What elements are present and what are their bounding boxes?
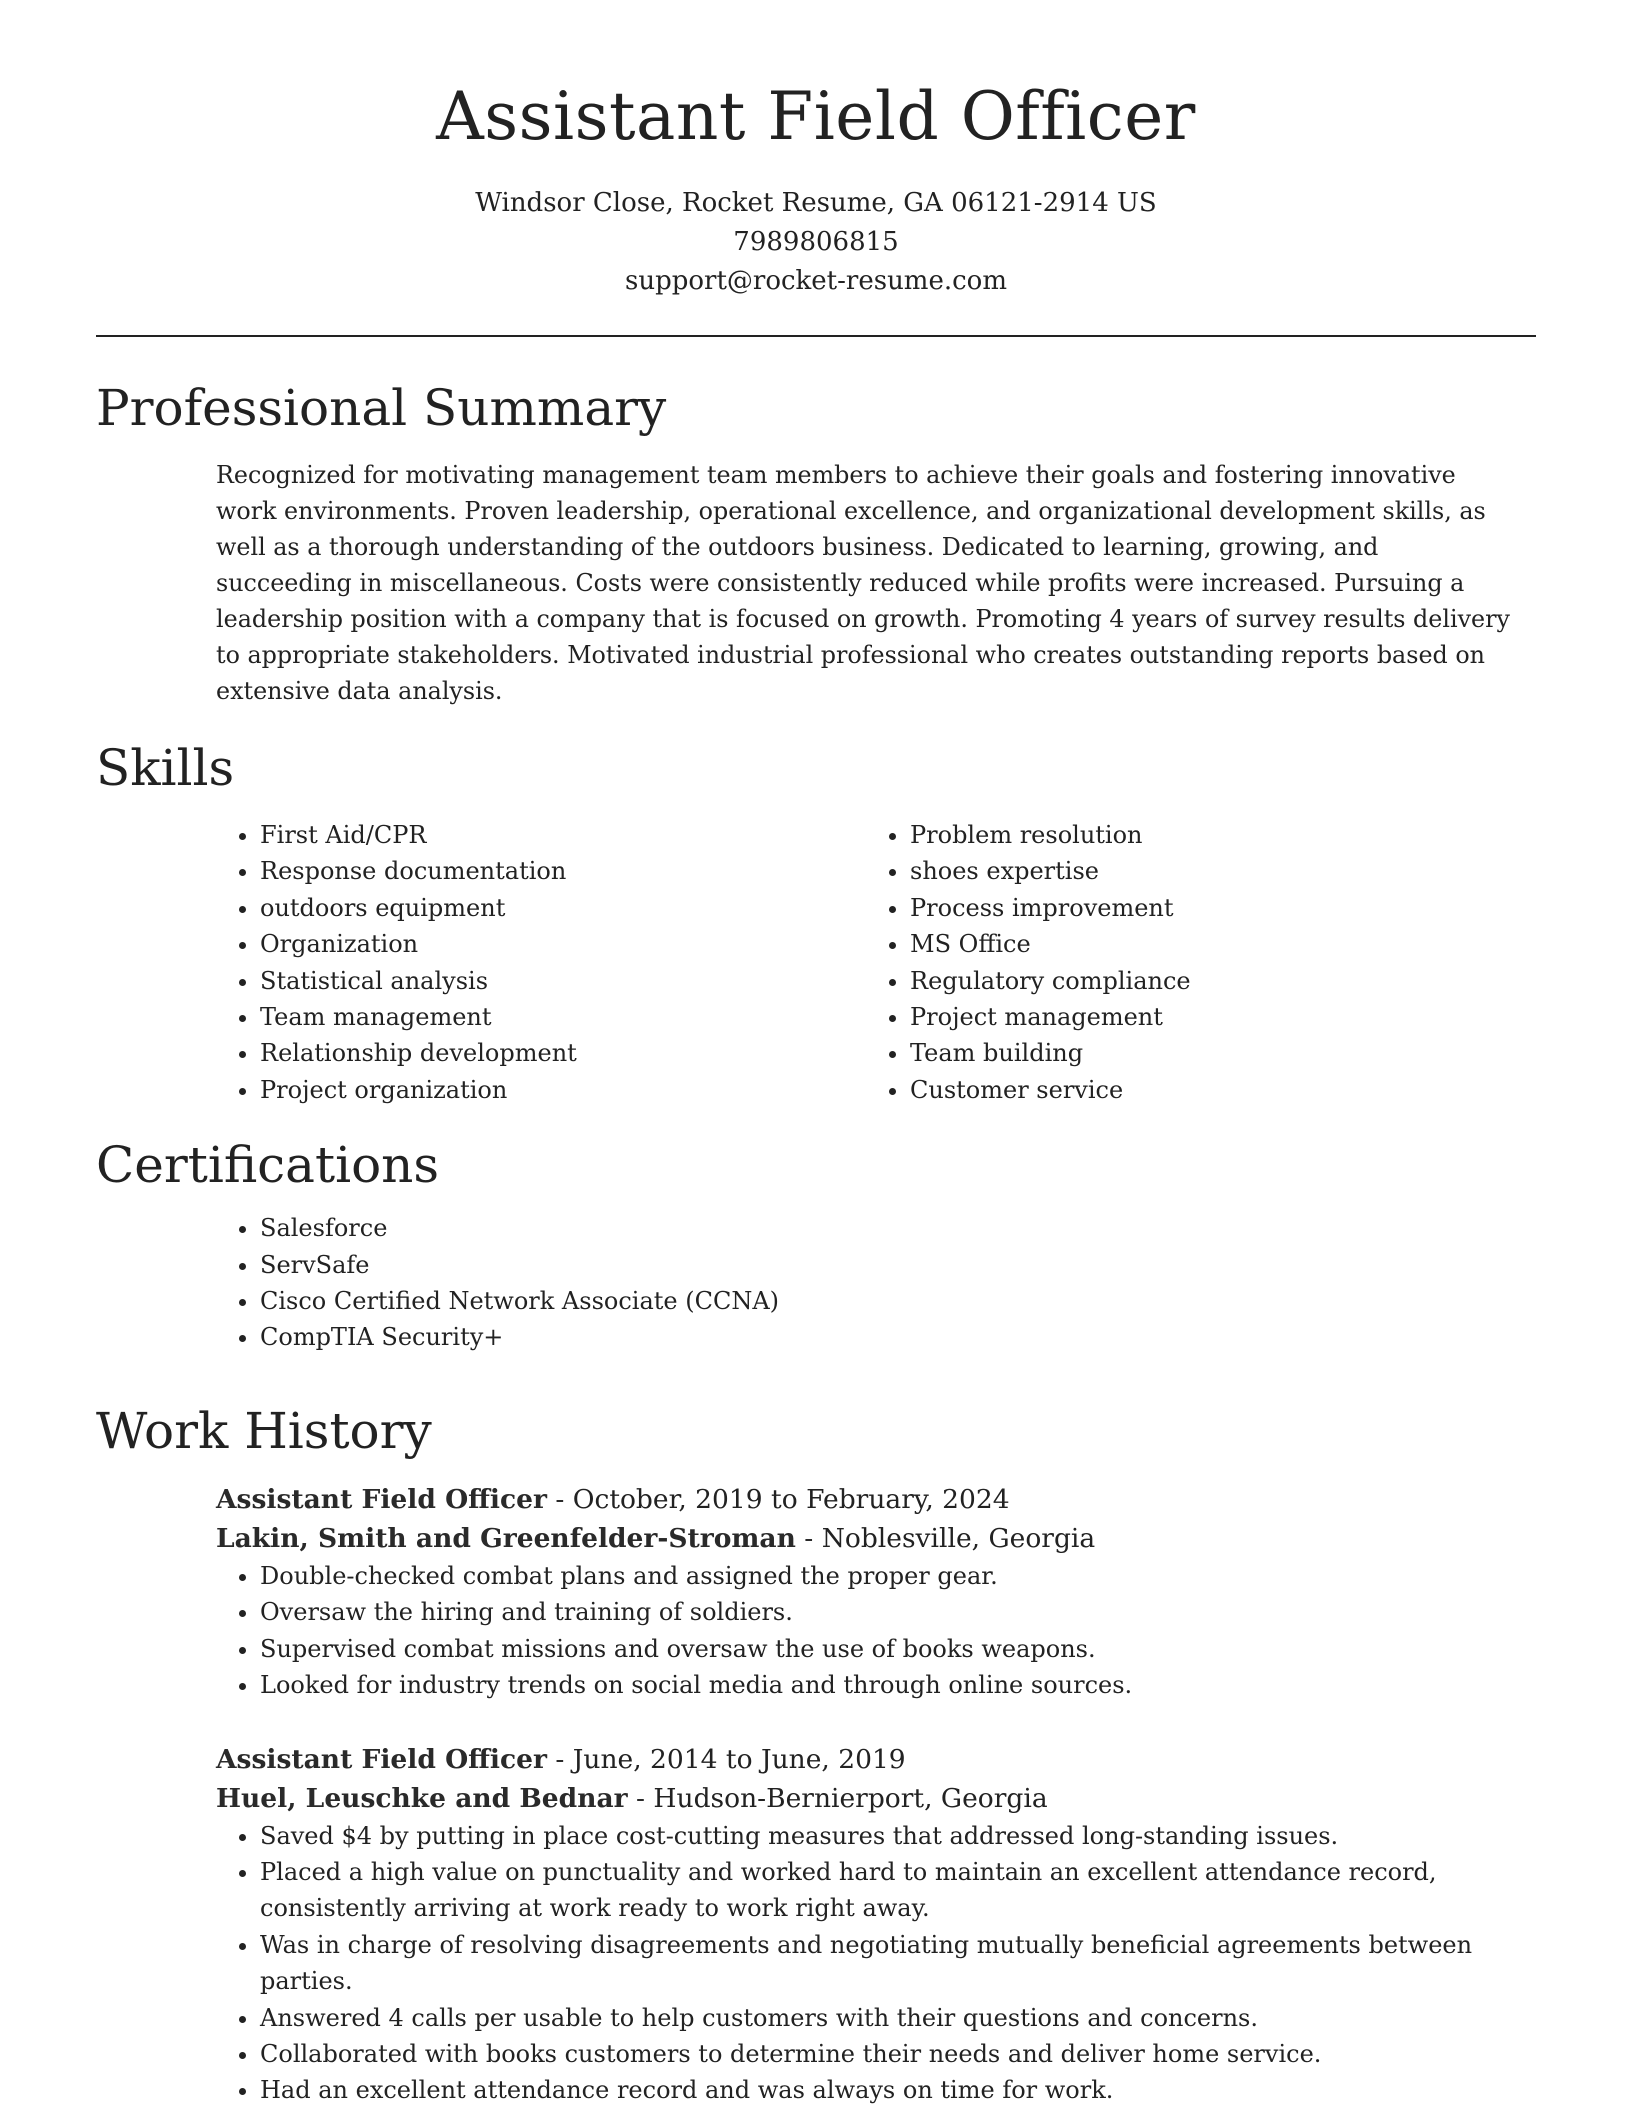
skill-item: • Relationship development [260, 1035, 866, 1071]
section-title-professional-summary: Professional Summary [96, 379, 667, 437]
skill-item: • Process improvement [910, 890, 1516, 926]
job-bullet: • Placed a high value on punctuality and worked hard to maintain an excellent attendance record, consistently arriving at work ready to work right away. [260, 1854, 1536, 1927]
job-bullet-list [216, 1818, 1536, 2109]
header-divider [96, 335, 1536, 337]
job-location: Noblesville, Georgia [821, 1522, 1096, 1554]
job-entry [216, 1480, 1536, 1704]
job-bullet: • Looked for industry trends on social media and through online sources. [260, 1667, 1536, 1703]
skill-item: • Statistical analysis [260, 963, 866, 999]
contact-phone: 7989806815 [733, 227, 899, 257]
job-title: Assistant Field Officer [216, 1483, 547, 1515]
job-separator: - [627, 1782, 654, 1814]
skills-column-right [866, 817, 1516, 1108]
skills-list-left [216, 817, 866, 1108]
certification-item: • ServSafe [260, 1247, 1536, 1283]
job-title-line [216, 1740, 1536, 1779]
resume-header [96, 78, 1536, 301]
skill-item: • Team management [260, 999, 866, 1035]
candidate-name: Assistant Field Officer [436, 78, 1196, 155]
job-company-line [216, 1779, 1536, 1818]
job-bullet: • Collaborated with books customers to determine their needs and deliver home service. [260, 2036, 1536, 2072]
certification-item: • Cisco Certified Network Associate (CCNA) [260, 1283, 1536, 1319]
contact-email: support@rocket-resume.com [624, 266, 1007, 296]
job-bullet: • Had an excellent attendance record and was always on time for work. [260, 2072, 1536, 2108]
job-bullet: • Supervised combat missions and oversaw the use of books weapons. [260, 1631, 1536, 1667]
job-title-line [216, 1480, 1536, 1519]
section-title-certifications: Certifications [96, 1136, 440, 1195]
job-company-line [216, 1519, 1536, 1558]
skill-item: • Customer service [910, 1072, 1516, 1108]
skill-item: • Project management [910, 999, 1516, 1035]
job-separator: - [546, 1483, 573, 1515]
skill-item: • Regulatory compliance [910, 963, 1516, 999]
skill-item: • Response documentation [260, 853, 866, 889]
job-dates: June, 2014 to June, 2019 [572, 1743, 906, 1775]
skills-grid [216, 817, 1536, 1108]
job-bullet: • Was in charge of resolving disagreements and negotiating mutually beneficial agreements between parties. [260, 1927, 1536, 2000]
job-entry [216, 1740, 1536, 2109]
section-title-skills: Skills [96, 739, 235, 797]
job-bullet: • Saved $4 by putting in place cost-cutting measures that addressed long-standing issues. [260, 1818, 1536, 1854]
contact-address: Windsor Close, Rocket Resume, GA 06121-2914 US [475, 188, 1157, 218]
skills-section [96, 739, 1536, 1108]
job-bullet-list [216, 1558, 1536, 1704]
certification-item: • Salesforce [260, 1210, 1536, 1246]
skill-item: • Problem resolution [910, 817, 1516, 853]
job-separator: - [795, 1522, 822, 1554]
job-bullet: • Oversaw the hiring and training of soldiers. [260, 1594, 1536, 1630]
job-company: Lakin, Smith and Greenfelder-Stroman [216, 1522, 796, 1554]
work-history-section [96, 1401, 1536, 2109]
skill-item: • shoes expertise [910, 853, 1516, 889]
skill-item: • First Aid/CPR [260, 817, 866, 853]
skill-item: • Project organization [260, 1072, 866, 1108]
certifications-list [216, 1210, 1536, 1356]
skill-item: • Team building [910, 1035, 1516, 1071]
job-dates: October, 2019 to February, 2024 [572, 1483, 1010, 1515]
summary-paragraph: Recognized for motivating management team members to achieve their goals and fostering innovative work environments. Proven leadership, operational excellence, and organizational development skills, as well as a thorough understanding of the outdoors business. Dedicated to learning, growing, and succeeding in miscellaneous. Costs were consistently reduced while profits were increased. Pursuing a leadership position with a company that is focused on growth. Promoting 4 years of survey results delivery to appropriate stakeholders. Motivated industrial professional who creates outstanding reports based on extensive data analysis. [216, 461, 1510, 705]
resume-document [96, 76, 1536, 2109]
certification-item: • CompTIA Security+ [260, 1319, 1536, 1355]
job-separator: - [546, 1743, 573, 1775]
skill-item: • Organization [260, 926, 866, 962]
skills-list-right [866, 817, 1516, 1108]
job-title: Assistant Field Officer [216, 1743, 547, 1775]
job-location: Hudson-Bernierport, Georgia [653, 1782, 1048, 1814]
certifications-section [96, 1136, 1536, 1356]
job-bullet: • Double-checked combat plans and assigned the proper gear. [260, 1558, 1536, 1594]
professional-summary-section [96, 379, 1536, 709]
skill-item: • outdoors equipment [260, 890, 866, 926]
skill-item: • MS Office [910, 926, 1516, 962]
skills-column-left [216, 817, 866, 1108]
section-title-work-history: Work History [96, 1401, 432, 1460]
job-bullet: • Answered 4 calls per usable to help customers with their questions and concerns. [260, 2000, 1536, 2036]
job-company: Huel, Leuschke and Bednar [216, 1782, 628, 1814]
